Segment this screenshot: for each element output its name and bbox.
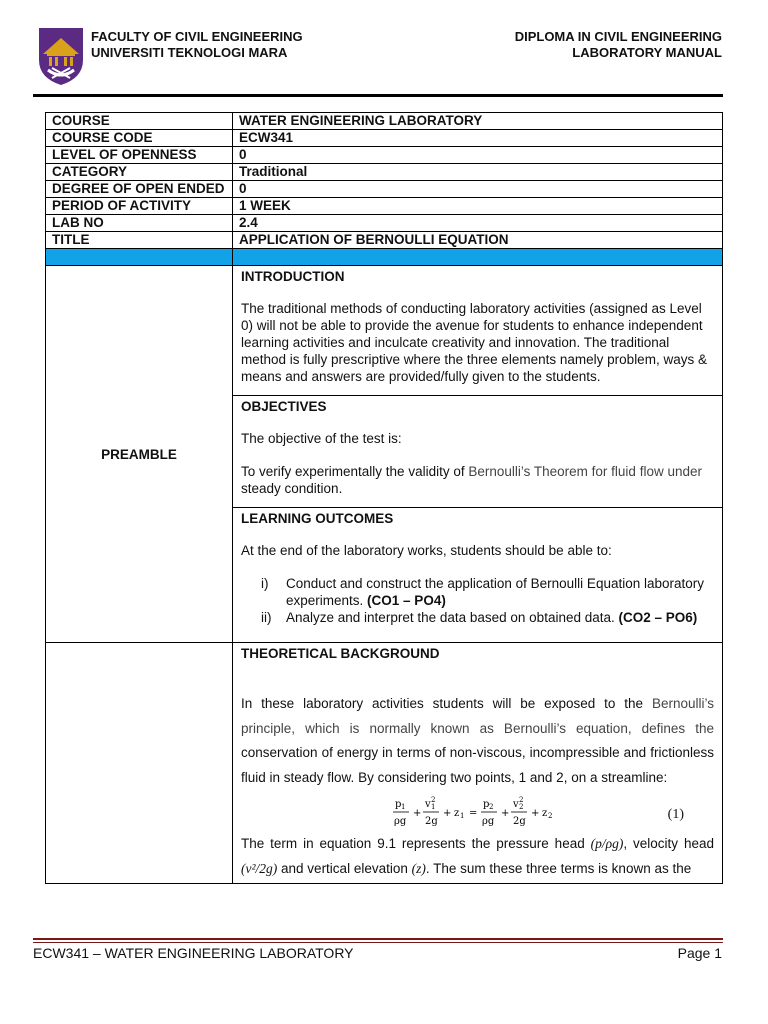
svg-text:2: 2 [488,803,493,811]
theory-label-cell [46,643,233,884]
objectives-cell [233,396,723,508]
learning-outcomes-cell [233,508,723,643]
svg-text:ρg: ρg [481,816,494,827]
objective-text-part: Bernoulli’s Theorem for fluid flow under [468,464,702,479]
row-value: 2.4 [233,215,723,232]
theory-text-part: In these laboratory activities students will be exposed to the [241,696,652,711]
row-key: LAB NO [46,215,233,232]
list-item [241,575,714,609]
objective-text-part: steady condition. [241,481,343,496]
svg-text:+: + [500,808,509,819]
objectives-intro: The objective of the test is: [241,431,402,446]
theory-row [46,643,723,884]
theory-text-part: , velocity head [623,836,714,851]
svg-text:v: v [512,799,519,810]
list-item-number: i) [261,576,269,591]
list-item [241,609,714,626]
theory-cell [233,643,723,884]
introduction-cell [233,266,723,396]
blue-divider-cell [46,249,233,266]
list-item-number: ii) [261,610,272,625]
footer-rule [33,942,723,943]
bernoulli-equation-formula [393,796,563,828]
row-key: LEVEL OF OPENNESS [46,147,233,164]
table-row [46,130,723,147]
theory-paragraph-1 [241,692,714,790]
table-row [46,181,723,198]
row-key: COURSE [46,113,233,130]
svg-text:+: + [412,808,421,819]
uitm-logo-icon [36,26,86,86]
header-left [91,29,303,61]
svg-text:2: 2 [518,796,523,804]
svg-text:p: p [482,799,489,810]
svg-text:p: p [394,799,401,810]
theory-paragraph-2 [241,832,714,881]
list-item-code: (CO2 – PO6) [618,610,698,625]
preamble-label: PREAMBLE [46,266,233,643]
bernoulli-equation [241,796,714,828]
program-name: DIPLOMA IN CIVIL ENGINEERING [514,29,722,44]
list-item-text: Conduct and construct the application of Bernoulli Equation laboratory experiments. [286,576,705,608]
svg-text:ρg: ρg [393,816,406,827]
svg-text:1: 1 [430,803,435,811]
row-value: Traditional [233,164,723,181]
theory-text-part: . The sum these three terms is known as the [425,860,692,876]
table-row [46,147,723,164]
svg-text:=: = [468,808,477,819]
svg-text:2g: 2g [424,816,438,827]
objective-text-part: To verify experimentally the validity of [241,464,469,479]
row-value: APPLICATION OF BERNOULLI EQUATION [233,232,723,249]
theory-text-part: and vertical elevation [277,860,412,876]
row-key: DEGREE OF OPEN ENDED [46,181,233,198]
svg-text:+: + [530,808,539,819]
elevation-term: (z) [411,860,426,876]
introduction-heading: INTRODUCTION [241,269,345,284]
blue-divider-row [46,249,723,266]
table-row [46,232,723,249]
svg-text:1: 1 [400,803,405,811]
table-row [46,164,723,181]
row-value: 0 [233,181,723,198]
svg-text:+: + [442,808,451,819]
footer-course: ECW341 – WATER ENGINEERING LABORATORY [33,945,354,961]
svg-text:z: z [453,808,459,819]
table-row [46,198,723,215]
svg-text:2: 2 [518,803,523,811]
manual-name: LABORATORY MANUAL [572,45,722,60]
row-key: TITLE [46,232,233,249]
preamble-row [46,266,723,396]
faculty-name: FACULTY OF CIVIL ENGINEERING [91,29,303,44]
learning-outcomes-list [241,575,714,626]
velocity-head-term: (v²/2g) [241,860,278,876]
list-item-text: Analyze and interpret the data based on obtained data. [286,610,619,625]
learning-outcomes-intro: At the end of the laboratory works, students should be able to: [241,543,612,558]
learning-outcomes-heading: LEARNING OUTCOMES [241,511,394,526]
objectives-text [241,463,714,497]
row-key: CATEGORY [46,164,233,181]
row-value: 1 WEEK [233,198,723,215]
theory-heading: THEORETICAL BACKGROUND [241,646,440,661]
footer-page-number: Page 1 [677,945,722,961]
row-value: 0 [233,147,723,164]
table-row [46,113,723,130]
header-rule [33,94,723,97]
table-row [46,215,723,232]
row-key: PERIOD OF ACTIVITY [46,198,233,215]
svg-text:2g: 2g [512,816,526,827]
row-value: WATER ENGINEERING LABORATORY [233,113,723,130]
theory-text-part: The term in equation 9.1 represents the pressure head [241,836,591,851]
svg-text:2: 2 [547,812,552,820]
page-header [0,0,768,98]
objectives-heading: OBJECTIVES [241,399,327,414]
list-item-code: (CO1 – PO4) [367,593,446,608]
svg-text:2: 2 [430,796,435,804]
header-right [515,29,722,61]
lab-info-table [45,112,723,884]
footer-rule [33,938,723,940]
row-key: COURSE CODE [46,130,233,147]
pressure-head-term: (p/ρg) [590,836,624,851]
svg-text:z: z [541,808,547,819]
equation-number: (1) [667,807,684,822]
svg-text:1: 1 [459,812,464,820]
university-name: UNIVERSITI TEKNOLOGI MARA [91,45,288,60]
row-value: ECW341 [233,130,723,147]
theory-text-part: Bernoulli’s principle, which is normally known as Bernoulli’s equation, defines the [241,696,714,736]
svg-text:v: v [424,799,431,810]
introduction-text: The traditional methods of conducting laboratory activities (assigned as Level 0) will not be able to provide the avenue for students to enhance independent learning activities and inculcate creativity and innovation. The traditional method is fully prescriptive where the three elements namely problem, ways & means and answers are provided/fully given to the students. [241,301,707,384]
blue-divider-cell [233,249,723,266]
theory-text-part: conservation of energy in terms of non-viscous, incompressible and frictionless fluid in steady flow. By considering two points, 1 and 2, on a streamline: [241,745,714,785]
